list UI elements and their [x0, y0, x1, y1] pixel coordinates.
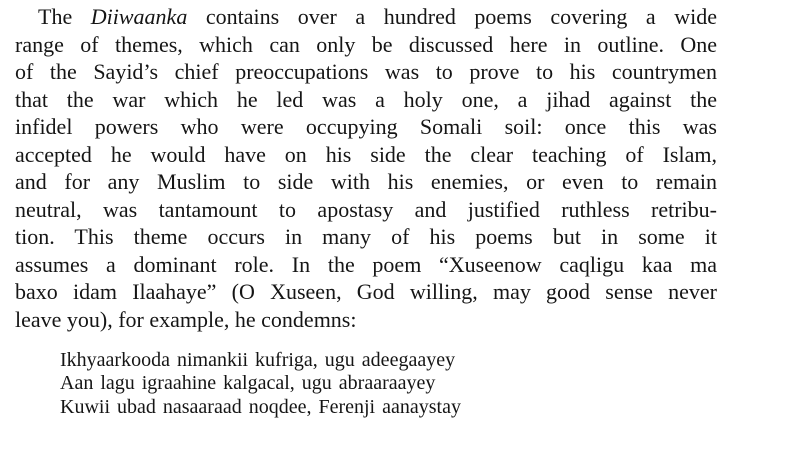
poem-line: Ikhyaarkooda nimankii kufriga, ugu adeegaayey	[60, 349, 456, 371]
paragraph-line: accepted he would have on his side the clear teaching of Islam,	[15, 141, 717, 167]
poem-line: Kuwii ubad nasaaraad noqdee, Ferenji aanaystay	[60, 395, 461, 418]
paragraph-line: tion. This theme occurs in many of his poems but in some it	[15, 224, 717, 249]
paragraph-line	[15, 3, 717, 31]
paragraph-line: that the war which he led was a holy one, a jihad against the	[15, 86, 717, 112]
paragraph-line: range of themes, which can only be discussed here in outline. One	[15, 31, 717, 57]
paragraph-line: and for any Muslim to side with his enemies, or even to remain	[15, 169, 717, 194]
paragraph-line: of the Sayid’s chief preoccupations was to prove to his countrymen	[15, 59, 717, 84]
paragraph-line: infidel powers who were occupying Somali soil: once this was	[15, 114, 717, 139]
poem-quote	[60, 349, 717, 419]
paragraph-line: assumes a dominant role. In the poem “Xuseenow caqligu kaa ma	[15, 251, 717, 277]
paragraph-line: neutral, was tantamount to apostasy and justified ruthless retribu-	[15, 196, 717, 222]
paragraph	[15, 3, 717, 333]
paragraph-text: contains over a hundred poems covering a wide	[205, 4, 718, 29]
book-title-italic: Diiwaanka	[90, 4, 188, 29]
paragraph-line: leave you), for example, he condemns:	[15, 306, 357, 332]
paragraph-text: The	[38, 4, 73, 29]
paragraph-line: baxo idam Ilaahaye” (O Xuseen, God willing, may good sense never	[15, 279, 717, 304]
poem-line: Aan lagu igraahine kalgacal, ugu abraaraayey	[60, 372, 436, 395]
